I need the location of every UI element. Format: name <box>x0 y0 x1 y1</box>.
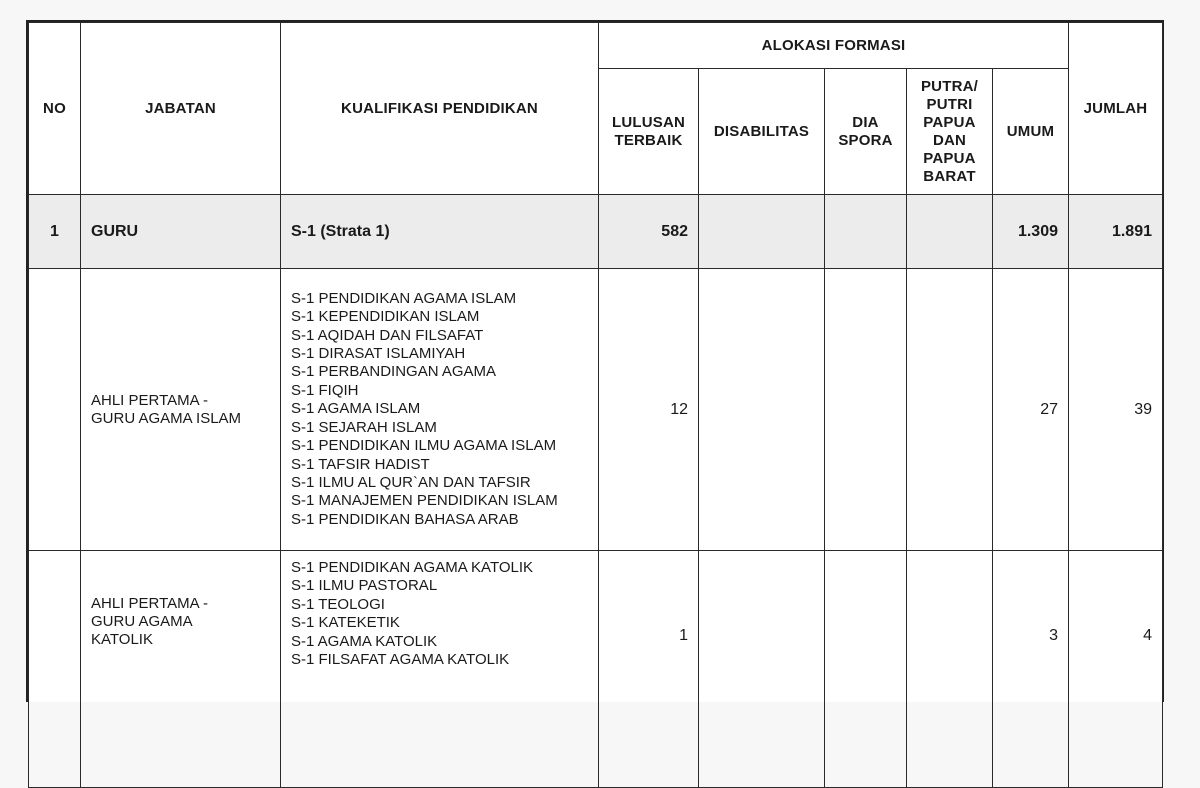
list-item: S-1 PENDIDIKAN BAHASA ARAB <box>291 510 519 528</box>
cell-disabilitas <box>699 269 825 551</box>
header-jumlah: JUMLAH <box>1069 23 1163 195</box>
list-item: S-1 DIRASAT ISLAMIYAH <box>291 345 466 363</box>
cell-disabilitas <box>699 195 825 269</box>
cell-jabatan: GURU <box>81 195 281 269</box>
header-lulusan-terbaik: LULUSAN TERBAIK <box>599 69 699 195</box>
cell-lulusan-terbaik: 12 <box>599 269 699 551</box>
cell-papua <box>907 195 993 269</box>
cell-lulusan-terbaik: 1 <box>599 551 699 788</box>
list-item: S-1 AGAMA KATOLIK <box>291 632 438 650</box>
cell-jumlah: 39 <box>1069 269 1163 551</box>
list-item: S-1 ILMU PASTORAL <box>291 577 438 595</box>
header-jabatan: JABATAN <box>81 23 281 195</box>
header-putra-putri-papua: PUTRA/ PUTRI PAPUA DAN PAPUA BARAT <box>907 69 993 195</box>
list-item: S-1 TAFSIR HADIST <box>291 455 430 473</box>
cell-jumlah: 4 <box>1069 551 1163 788</box>
list-item: S-1 PENDIDIKAN AGAMA KATOLIK <box>291 559 534 576</box>
list-item: S-1 MANAJEMEN PENDIDIKAN ISLAM <box>291 492 558 510</box>
list-item: S-1 KATEKETIK <box>291 614 400 632</box>
list-item: S-1 AGAMA ISLAM <box>291 400 421 418</box>
cell-umum: 3 <box>993 551 1069 788</box>
header-alokasi-formasi: ALOKASI FORMASI <box>599 23 1069 69</box>
cell-no <box>29 269 81 551</box>
cell-lulusan-terbaik: 582 <box>599 195 699 269</box>
cell-papua <box>907 551 993 788</box>
cell-no: 1 <box>29 195 81 269</box>
cell-kualifikasi: S-1 (Strata 1) <box>281 195 599 269</box>
cell-umum: 1.309 <box>993 195 1069 269</box>
cell-papua <box>907 269 993 551</box>
cell-kualifikasi <box>281 551 599 788</box>
cell-no <box>29 551 81 788</box>
list-item: S-1 PERBANDINGAN AGAMA <box>291 363 497 381</box>
list-item: S-1 FIQIH <box>291 381 359 399</box>
cell-disabilitas <box>699 551 825 788</box>
list-item: S-1 PENDIDIKAN ILMU AGAMA ISLAM <box>291 437 557 455</box>
cell-umum: 27 <box>993 269 1069 551</box>
cell-jabatan: AHLI PERTAMA - GURU AGAMA ISLAM <box>81 269 281 551</box>
cell-kualifikasi <box>281 269 599 551</box>
qualification-list <box>281 290 598 529</box>
header-kualifikasi: KUALIFIKASI PENDIDIKAN <box>281 23 599 195</box>
list-item: S-1 PENDIDIKAN AGAMA ISLAM <box>291 289 517 307</box>
header-no: NO <box>29 23 81 195</box>
table-row <box>29 269 1163 551</box>
list-item: S-1 ILMU AL QUR`AN DAN TAFSIR <box>291 473 531 491</box>
table-row <box>29 551 1163 788</box>
header-diaspora: DIA SPORA <box>825 69 907 195</box>
list-item: S-1 TEOLOGI <box>291 595 385 613</box>
cell-diaspora <box>825 551 907 788</box>
list-item: S-1 SEJARAH ISLAM <box>291 418 437 436</box>
list-item: S-1 FILSAFAT AGAMA KATOLIK <box>291 651 510 669</box>
cell-diaspora <box>825 195 907 269</box>
formasi-table <box>28 22 1163 788</box>
cell-diaspora <box>825 269 907 551</box>
qualification-list <box>281 551 598 669</box>
cell-jumlah: 1.891 <box>1069 195 1163 269</box>
table-row <box>29 195 1163 269</box>
header-umum: UMUM <box>993 69 1069 195</box>
list-item: S-1 AQIDAH DAN FILSAFAT <box>291 326 484 344</box>
formasi-table-sheet <box>26 20 1164 702</box>
cell-jabatan: AHLI PERTAMA - GURU AGAMA KATOLIK <box>81 551 281 788</box>
header-disabilitas: DISABILITAS <box>699 69 825 195</box>
list-item: S-1 KEPENDIDIKAN ISLAM <box>291 308 480 326</box>
